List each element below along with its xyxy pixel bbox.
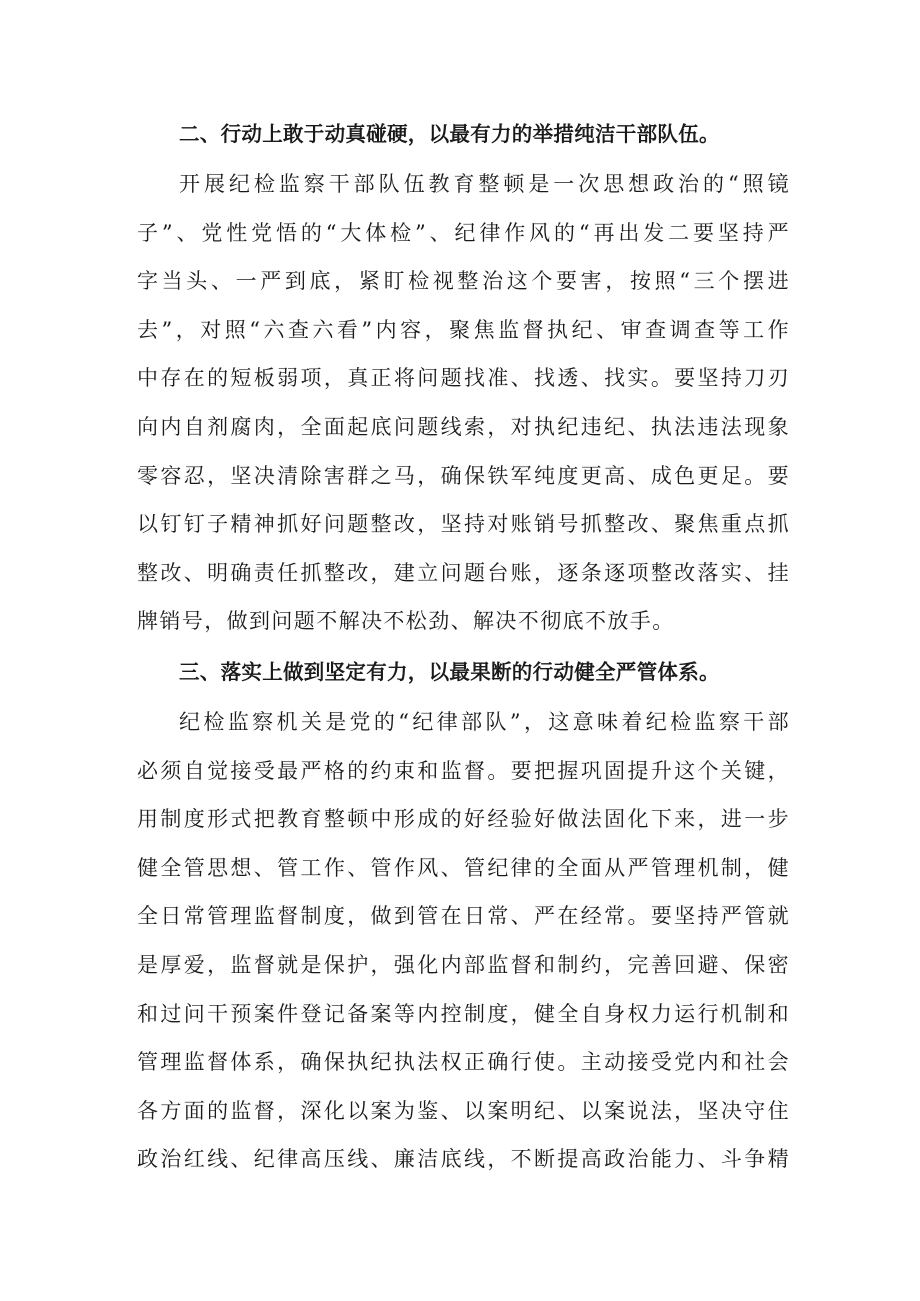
section-heading-3: 三、落实上做到坚定有力，以最果断的行动健全严管体系。 [179,659,720,684]
paragraph-line: 整改、明确责任抓整改，建立问题台账，逐条逐项整改落实、挂 [137,560,790,585]
paragraph-line: 和过问干预案件登记备案等内控制度，健全自身权力运行机制和 [137,1001,790,1026]
paragraph-line: 各方面的监督，深化以案为鉴、以案明纪、以案说法，坚决守住 [137,1098,790,1123]
paragraph-line: 中存在的短板弱项，真正将问题找准、找透、找实。要坚持刀刃 [137,366,790,391]
section-paragraph-3 [137,698,790,1184]
paragraph-line: 去”，对照“六查六看”内容，聚焦监督执纪、审查调查等工作 [137,317,790,342]
paragraph-line: 必须自觉接受最严格的约束和监督。要把握巩固提升这个关键， [137,758,790,783]
paragraph-line: 管理监督体系，确保执纪执法权正确行使。主动接受党内和社会 [137,1050,790,1075]
paragraph-line: 纪检监察机关是党的“纪律部队”，这意味着纪检监察干部 [179,709,790,734]
paragraph-line: 子”、党性党悟的“大体检”、纪律作风的“再出发二要坚持严 [137,220,790,245]
paragraph-line: 开展纪检监察干部队伍教育整顿是一次思想政治的“照镜 [179,172,790,196]
paragraph-line: 用制度形式把教育整顿中形成的好经验好做法固化下来，进一步 [137,807,790,832]
paragraph-line: 零容忍，坚决清除害群之马，确保铁军纯度更高、成色更足。要 [137,463,790,488]
section-paragraph-2 [137,160,790,646]
document-body [137,108,790,1184]
section-heading-2: 二、行动上敢于动真碰硬，以最有力的举措纯洁干部队伍。 [179,122,720,146]
paragraph-line: 全日常管理监督制度，做到管在日常、严在经常。要坚持严管就 [137,904,790,929]
paragraph-line: 以钉钉子精神抓好问题整改，坚持对账销号抓整改、聚焦重点抓 [137,512,790,537]
paragraph-line: 向内自剂腐肉，全面起底问题线索，对执纪违纪、执法违法现象 [137,414,790,439]
paragraph-line: 健全管思想、管工作、管作风、管纪律的全面从严管理机制，健 [137,855,790,880]
paragraph-line: 牌销号，做到问题不解决不松劲、解决不彻底不放手。 [137,609,675,634]
paragraph-line: 政治红线、纪律高压线、廉洁底线，不断提高政治能力、斗争精 [137,1147,790,1172]
paragraph-line: 字当头、一严到底，紧盯检视整治这个要害，按照“三个摆进 [137,269,790,294]
paragraph-line: 是厚爱，监督就是保护，强化内部监督和制约，完善回避、保密 [137,952,790,977]
